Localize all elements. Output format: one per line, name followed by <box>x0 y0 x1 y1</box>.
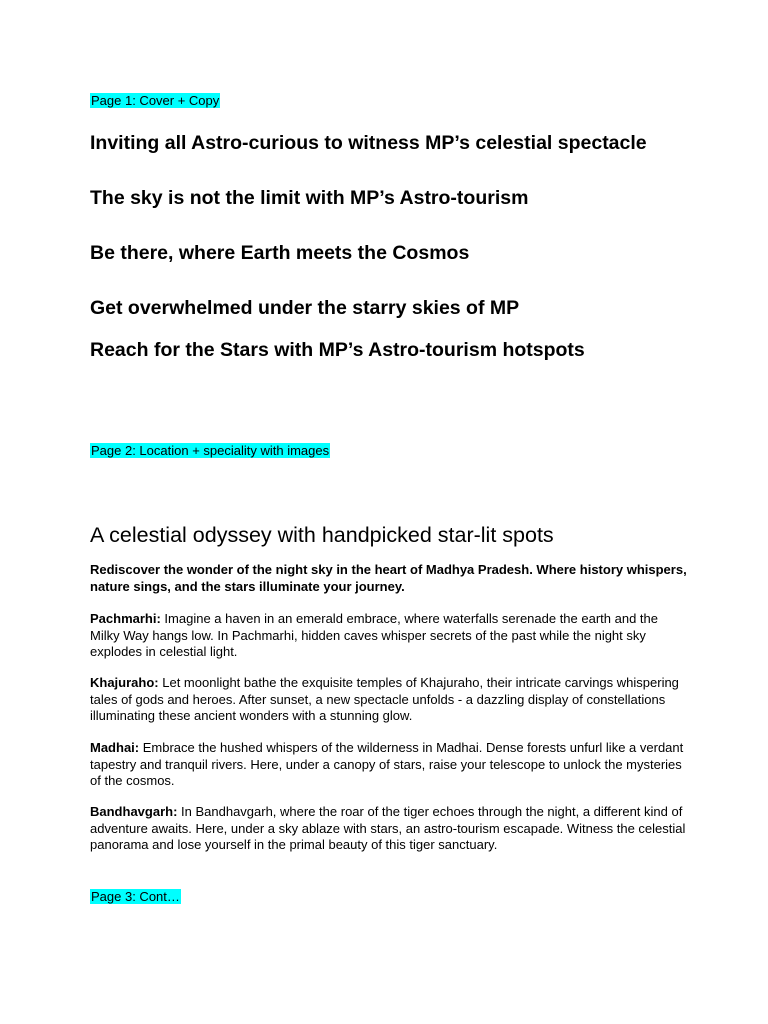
location-pachmarhi <box>90 611 690 661</box>
page3-label-line <box>90 888 181 906</box>
page2-heading: A celestial odyssey with handpicked star-lit spots <box>90 523 554 547</box>
headline-2: The sky is not the limit with MP’s Astro-tourism <box>90 187 529 209</box>
location-name: Pachmarhi: <box>90 611 161 626</box>
headline-4: Get overwhelmed under the starry skies of MP <box>90 297 520 319</box>
location-name: Madhai: <box>90 740 140 755</box>
headline-3: Be there, where Earth meets the Cosmos <box>90 242 470 264</box>
headline-1: Inviting all Astro-curious to witness MP’s celestial spectacle <box>90 132 647 154</box>
page1-label-line <box>90 92 220 110</box>
location-bandhavgarh <box>90 804 690 854</box>
location-text: Imagine a haven in an emerald embrace, where waterfalls serenade the earth and the Milky Way hangs low. In Pachmarhi, hidden caves whisper secrets of the past while the night sky explodes in celestial light. <box>90 611 658 659</box>
page2-label-line <box>90 442 330 460</box>
page2-label: Page 2: Location + speciality with images <box>91 443 330 458</box>
location-khajuraho <box>90 675 690 725</box>
page3-label: Page 3: Cont… <box>91 889 180 904</box>
page1-label: Page 1: Cover + Copy <box>91 93 220 108</box>
location-text: In Bandhavgarh, where the roar of the tiger echoes through the night, a different kind of adventure awaits. Here, under a sky ablaze with stars, an astro-tourism escapade. Witness the celestial panorama and lose yourself in the primal beauty of this tiger sanctuary. <box>90 804 686 852</box>
headline-5: Reach for the Stars with MP’s Astro-tourism hotspots <box>90 339 585 361</box>
location-madhai <box>90 740 690 790</box>
location-text: Embrace the hushed whispers of the wilderness in Madhai. Dense forests unfurl like a verdant tapestry and tranquil rivers. Here, under a canopy of stars, raise your telescope to unlock the mysteries of the cosmos. <box>90 740 684 788</box>
page2-intro: Rediscover the wonder of the night sky in the heart of Madhya Pradesh. Where history whispers, nature sings, and the stars illuminate your journey. <box>90 562 687 594</box>
location-name: Bandhavgarh: <box>90 804 178 819</box>
location-name: Khajuraho: <box>90 675 159 690</box>
location-text: Let moonlight bathe the exquisite temples of Khajuraho, their intricate carvings whispering tales of gods and heroes. After sunset, a new spectacle unfolds - a dazzling display of constellations illuminating these ancient wonders with a stunning glow. <box>90 675 679 723</box>
